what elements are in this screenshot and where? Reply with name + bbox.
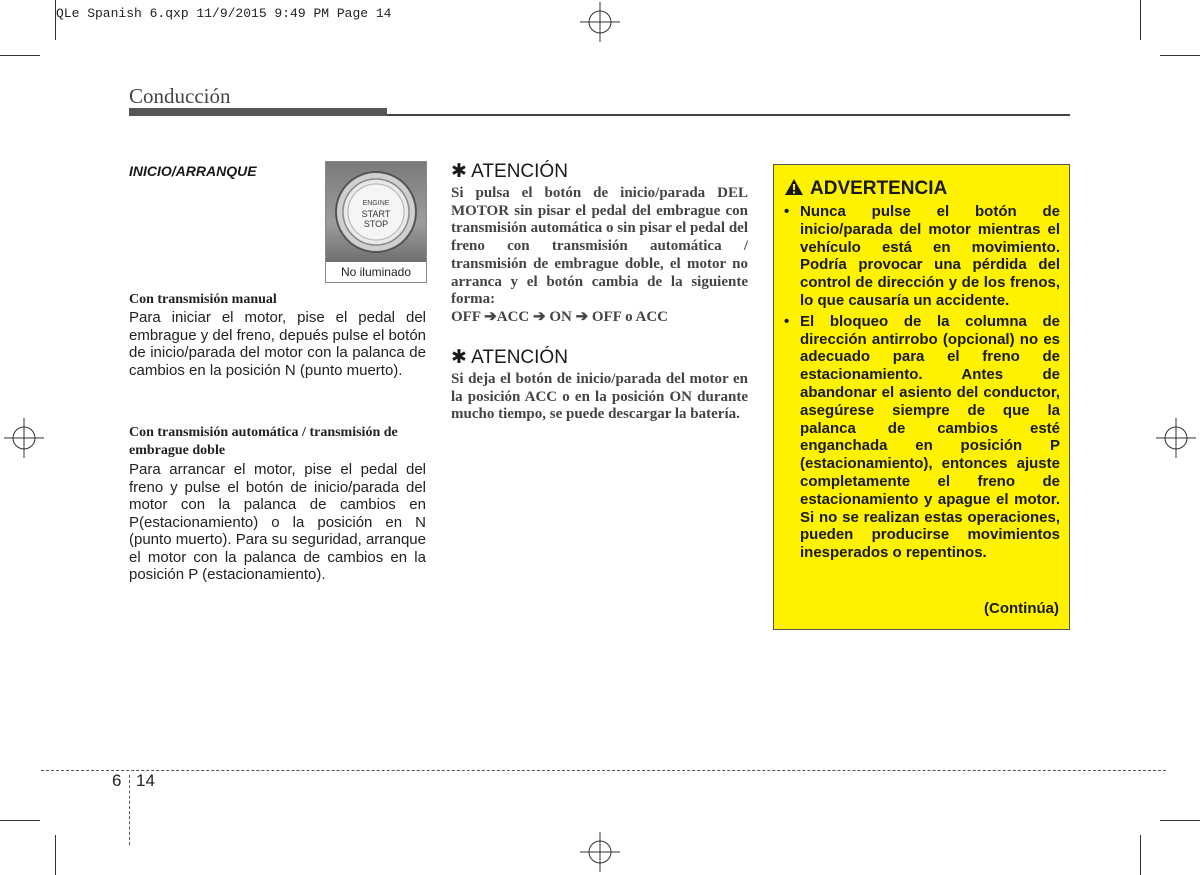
warning-list [784,203,1060,565]
start-button-figure [325,161,427,283]
crosshair-icon [580,2,620,42]
print-slug: QLe Spanish 6.qxp 11/9/2015 9:49 PM Page 14 [56,6,392,21]
automatic-title: Con transmisión automática / transmisión de embrague doble [129,425,398,458]
figure-caption: No iluminado [340,265,412,279]
button-line-start: START [361,209,391,219]
manual-text: Para iniciar el motor, pise el pedal del embrague y del freno, depués pulse el botón de inicio/parada del motor con la palanca de cambios en la posición N (punto muerto). [129,309,426,379]
automatic-text: Para arrancar el motor, pise el pedal del freno y pulse el botón de inicio/parada del motor con la palanca de cambios en P(estacionamiento) o la posición en N (punto muerto). Para su seguridad, arranque el motor con la palanca de cambios en la posición P (estacionamiento). [129,461,426,583]
asterisk-icon: ✱ [451,161,467,182]
page-number: 14 [136,771,155,790]
left-heading: INICIO/ARRANQUE [129,163,257,179]
warning-item [784,313,1060,562]
attention-heading-text: ATENCIÓN [471,161,568,182]
attention-note [451,160,748,327]
warning-triangle-icon [784,178,804,196]
crosshair-icon [4,418,44,458]
warning-item [784,203,1060,310]
warning-heading-text: ADVERTENCIA [810,178,948,199]
attention-note [451,346,748,424]
engine-start-button-icon [326,162,426,262]
attention-heading-text: ATENCIÓN [471,347,568,368]
footer-divider [41,770,1166,771]
bullet-icon: • [784,312,790,330]
section-title: Conducción [129,84,231,108]
start-button-photo [326,162,426,262]
manual-title: Con transmisión manual [129,292,277,307]
footer-divider-vertical [129,775,130,845]
chapter-number: 6 [112,771,122,790]
button-line-engine: ENGINE [362,200,390,207]
attention-heading [451,346,748,369]
attention-text: Si pulsa el botón de inicio/parada DEL MOTOR sin pisar el pedal del embrague con transmisión automática o sin pisar el pedal del freno con transmisión automática / transmisión de embrague doble, el motor no arranca y el botón cambia de la siguiente forma: [451,185,748,308]
crosshair-icon [580,832,620,872]
continued-label: (Continúa) [984,600,1059,617]
header-rule-accent [129,108,387,116]
button-line-stop: STOP [363,219,389,229]
bullet-icon: • [784,203,790,220]
crosshair-icon [1156,418,1196,458]
state-sequence: OFF ➔ACC ➔ ON ➔ OFF o ACC [451,308,668,325]
warning-box [773,164,1070,630]
warning-heading [784,178,947,200]
attention-text: Si deja el botón de inicio/parada del motor en la posición ACC o en la posición ON durante mucho tiempo, se puede descargar la batería. [451,371,748,423]
asterisk-icon: ✱ [451,347,467,368]
warning-item-text: El bloqueo de la columna de dirección antirrobo (opcional) no es adecuado para el freno de estacionamiento. Antes de abandonar el asiento del conductor, asegúrese siempre de que la palanca de cambios esté enganchada en posición P (estacionamiento), entonces ajuste completamente el freno de estacionamiento y apague el motor. Si no se realizan estas operaciones, pueden producirse movimientos inesperados o repentinos. [800,312,1060,562]
warning-item-text: Nunca pulse el botón de inicio/parada del motor mientras el vehículo está en movimiento. Podría provocar una pérdida del control de dirección y de los frenos, lo que causaría un accidente. [800,203,1060,309]
attention-heading [451,160,748,183]
